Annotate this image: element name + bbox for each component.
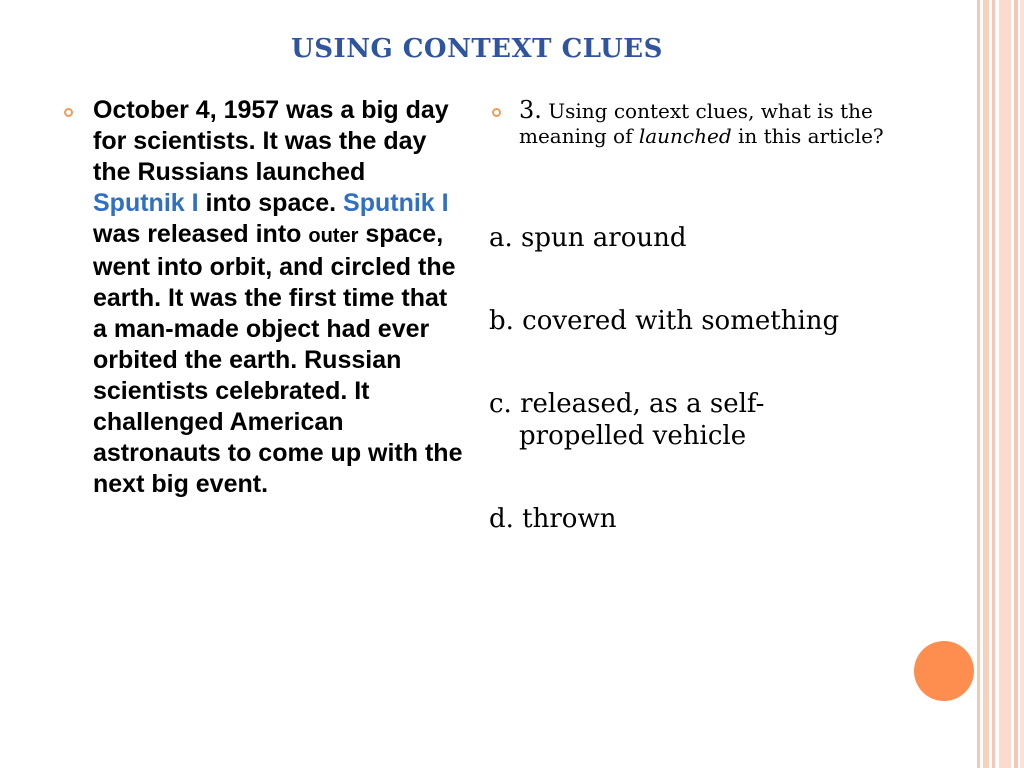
highlighted-term: Sputnik I	[343, 189, 449, 217]
answer-option-a: a. spun around	[489, 223, 687, 253]
decorative-stripe	[1020, 0, 1024, 768]
decorative-circle	[914, 641, 974, 701]
answer-option-b: b. covered with something	[489, 306, 840, 336]
passage-segment: was released into	[93, 220, 309, 248]
passage-text	[93, 95, 463, 500]
passage-segment: October 4, 1957 was a big day for scientists. It was the day the Russians launched	[93, 96, 449, 186]
decorative-stripe	[999, 0, 1011, 768]
decorative-stripe	[983, 0, 989, 768]
decorative-stripe	[977, 0, 980, 768]
passage-segment: into space.	[198, 189, 344, 217]
question-text	[519, 98, 909, 149]
passage-segment: space, went into orbit, and circled the earth. It was the first time that a man-made object had ever orbited the earth. Russian scientists celebrated. It challenged American astronauts to come up with the next big event.	[93, 220, 463, 498]
bullet-icon	[492, 108, 501, 117]
question-number: 3.	[519, 96, 542, 124]
answer-option-c	[489, 388, 849, 452]
decorative-stripe	[1014, 0, 1018, 768]
question-segment: in this article?	[731, 124, 884, 148]
answer-option-c-line1: c. released, as a self-	[489, 389, 765, 419]
answer-option-d: d. thrown	[489, 504, 617, 534]
decorative-stripe	[992, 0, 995, 768]
bullet-icon	[64, 108, 73, 117]
question-keyword: launched	[638, 124, 732, 148]
answer-option-c-line2: propelled vehicle	[519, 421, 747, 451]
passage-small-word: outer	[308, 225, 359, 247]
highlighted-term: Sputnik I	[93, 189, 199, 217]
slide-title: USING CONTEXT CLUES	[291, 34, 663, 64]
question-segment: Using context clues, what is the meaning of	[519, 99, 873, 148]
